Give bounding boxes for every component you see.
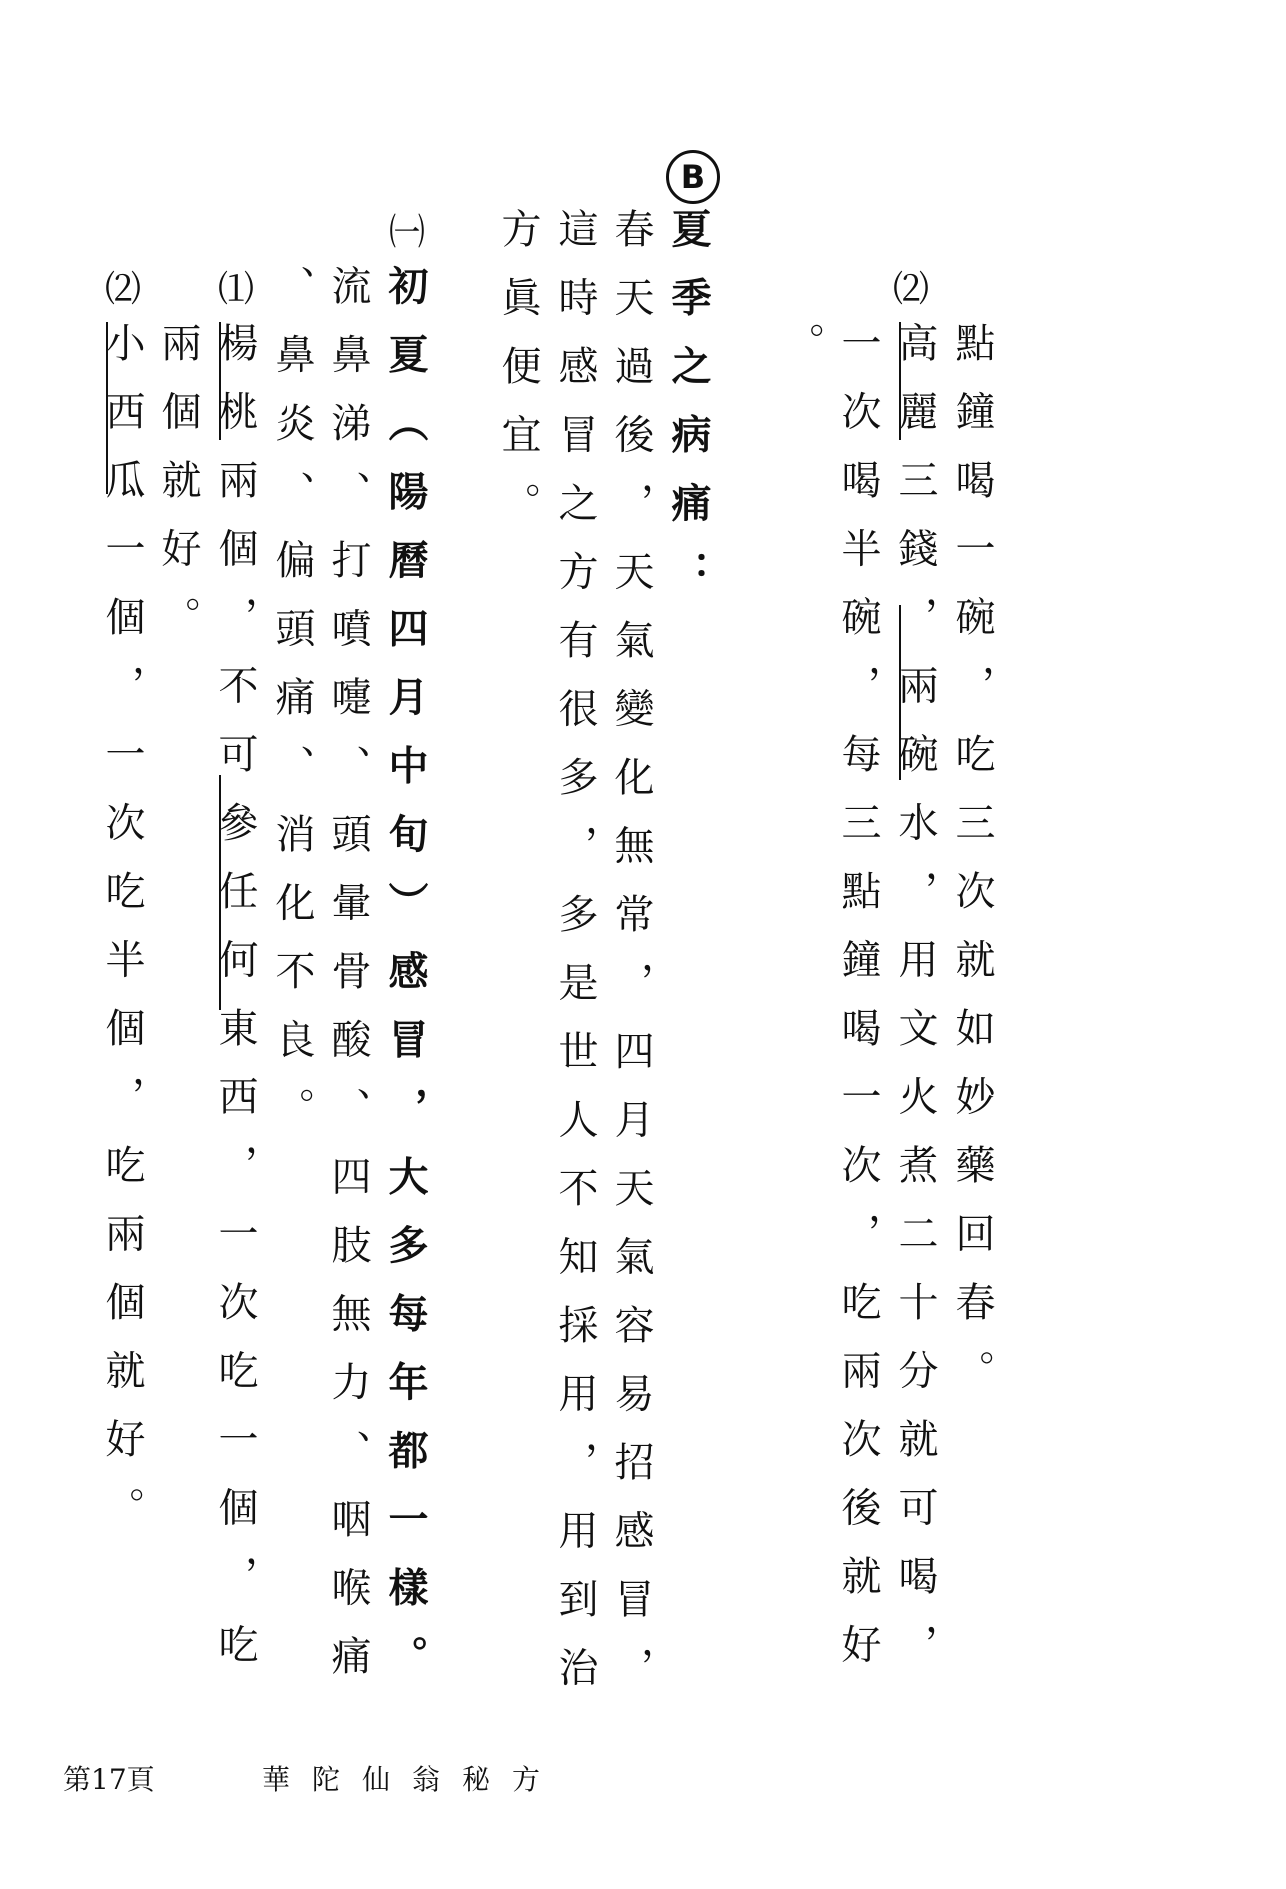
item-marker-2-left: ⑵ xyxy=(104,269,141,310)
name-underline-starfruit xyxy=(219,322,221,440)
name-underline-gaoli xyxy=(899,322,901,440)
text-column-4: 。 xyxy=(779,322,825,391)
text-column-11: 、鼻炎、偏頭痛、消化不良。 xyxy=(269,265,315,1156)
item-marker-2-right: ⑵ xyxy=(892,269,929,310)
page-number: 第17頁 xyxy=(63,1763,155,1796)
item-marker-1: ⑴ xyxy=(217,269,254,310)
section-b-badge: B xyxy=(666,150,720,204)
text-column-13: 兩個就好。 xyxy=(155,322,201,665)
section-title-summer-illness: 夏季之病痛： xyxy=(665,208,712,619)
text-column-1: 點鐘喝一碗，吃三次就如妙藥回春。 xyxy=(949,322,995,1418)
subsection-marker-one: ㈠ xyxy=(388,212,425,253)
text-column-10: 流鼻涕、打噴嚏、頭暈骨酸、四肢無力、咽喉痛 xyxy=(325,265,371,1704)
text-column-2: 高麗三錢，兩碗水，用文火煮二十分就可喝， xyxy=(892,322,938,1692)
text-column-12: 楊桃兩個，不可參任何東西，一次吃一個，吃 xyxy=(212,322,258,1692)
book-title: 華陀仙翁秘方 xyxy=(262,1763,563,1796)
text-column-3: 一次喝半碗，每三點鐘喝一次，吃兩次後就好 xyxy=(835,322,881,1692)
name-underline-anything xyxy=(219,775,221,1010)
name-underline-watermelon xyxy=(106,322,108,494)
text-column-6: 春天過後，天氣變化無常，四月天氣容易招感冒， xyxy=(608,208,654,1715)
text-column-7: 這時感冒之方有很多，多是世人不知採用，用到治 xyxy=(552,208,598,1715)
subsection-title-early-summer-cold: 初夏︵陽曆四月中旬︶感冒，大多每年都一樣。 xyxy=(382,265,429,1704)
name-underline-water xyxy=(899,605,901,780)
text-column-14: 小西瓜一個，一次吃半個，吃兩個就好。 xyxy=(99,322,145,1555)
text-column-8: 方眞便宜。 xyxy=(495,208,541,551)
